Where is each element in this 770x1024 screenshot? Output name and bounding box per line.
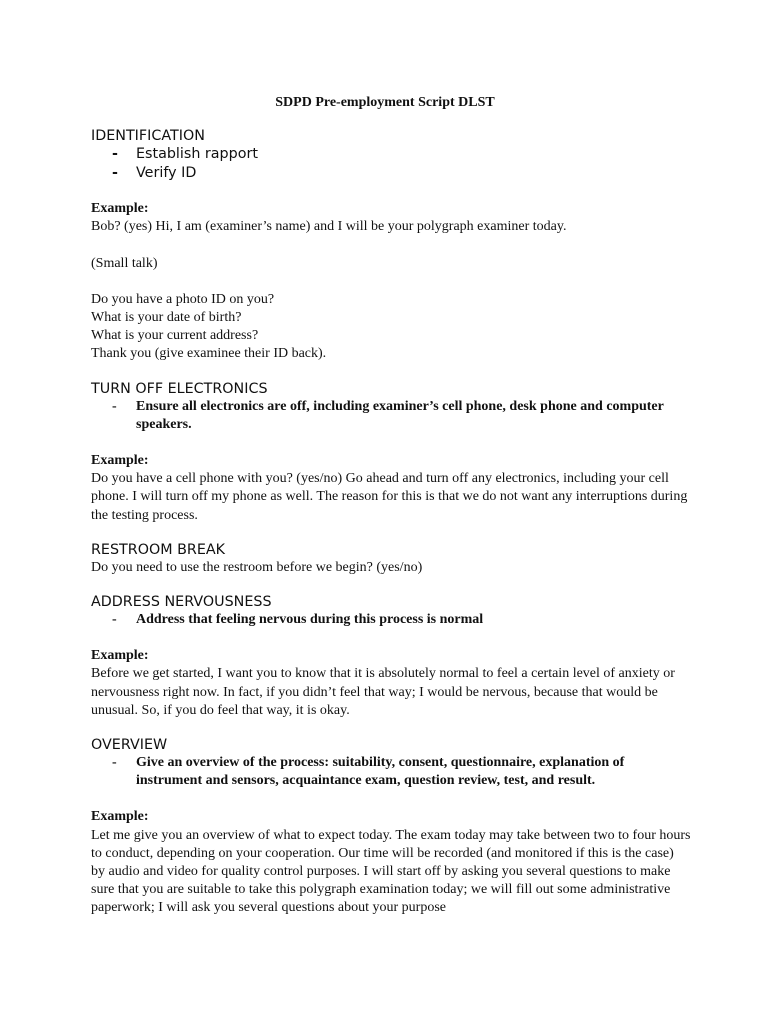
paragraph: Let me give you an overview of what to expect today. The exam today may take between two to four hours to conduct, depending on your cooperation. Our time will be recorded (and monitored if this is the case) by audio and video for quality control purposes. I will start off by asking you several questions to make sure that you are suitable to take this polygraph examination today; we will fill out some administrative paperwork; I will ask you several questions about your purpose: [91, 827, 691, 916]
section-overview: [91, 736, 691, 918]
question-line: Do you have a photo ID on you?: [91, 291, 275, 307]
section-electronics: [91, 380, 691, 525]
example-label: Example:: [91, 648, 149, 664]
paragraph: Before we get started, I want you to know that it is absolutely normal to feel a certain level of anxiety or nervousness right now. In fact, if you didn’t feel that way; I would be nervous, because that would be unusual. So, if you do feel that way, it is okay.: [91, 666, 675, 718]
bullet-item: - Ensure all electronics are off, including examiner’s cell phone, desk phone and computer speakers.: [91, 398, 691, 434]
section-heading: OVERVIEW: [91, 737, 168, 754]
section-heading: ADDRESS NERVOUSNESS: [91, 594, 272, 611]
paragraph: (Small talk): [91, 255, 158, 271]
question-line: Thank you (give examinee their ID back).: [91, 346, 327, 362]
document-page: [91, 92, 691, 918]
section-nervousness: [91, 593, 691, 720]
example-label: Example:: [91, 453, 149, 469]
section-heading: RESTROOM BREAK: [91, 541, 226, 558]
bullet-item: - Address that feeling nervous during this process is normal: [91, 611, 691, 629]
bullet-item: - Establish rapport: [91, 145, 691, 164]
paragraph: Bob? (yes) Hi, I am (examiner’s name) and I will be your polygraph examiner today.: [91, 219, 567, 235]
document-title: SDPD Pre-employment Script DLST: [275, 95, 495, 110]
section-heading: IDENTIFICATION: [91, 128, 205, 145]
paragraph: Do you have a cell phone with you? (yes/no) Go ahead and turn off any electronics, including your cell phone. I will turn off my phone as well. The reason for this is that we do not want any interruptions during the testing process.: [91, 471, 688, 523]
example-label: Example:: [91, 201, 149, 217]
section-heading: TURN OFF ELECTRONICS: [91, 380, 268, 397]
paragraph: Do you need to use the restroom before we begin? (yes/no): [91, 559, 423, 575]
question-line: What is your date of birth?: [91, 310, 242, 326]
bullet-list: [91, 145, 691, 182]
bullet-list: [91, 754, 691, 790]
bullet-list: [91, 611, 691, 629]
question-line: What is your current address?: [91, 328, 259, 344]
bullet-list: [91, 398, 691, 434]
section-identification: [91, 127, 691, 363]
bullet-item: - Give an overview of the process: suitability, consent, questionnaire, explanation of instrument and sensors, acquaintance exam, question review, test, and result.: [91, 754, 691, 790]
example-label: Example:: [91, 809, 149, 825]
section-restroom: [91, 541, 691, 577]
bullet-item: - Verify ID: [91, 164, 691, 183]
